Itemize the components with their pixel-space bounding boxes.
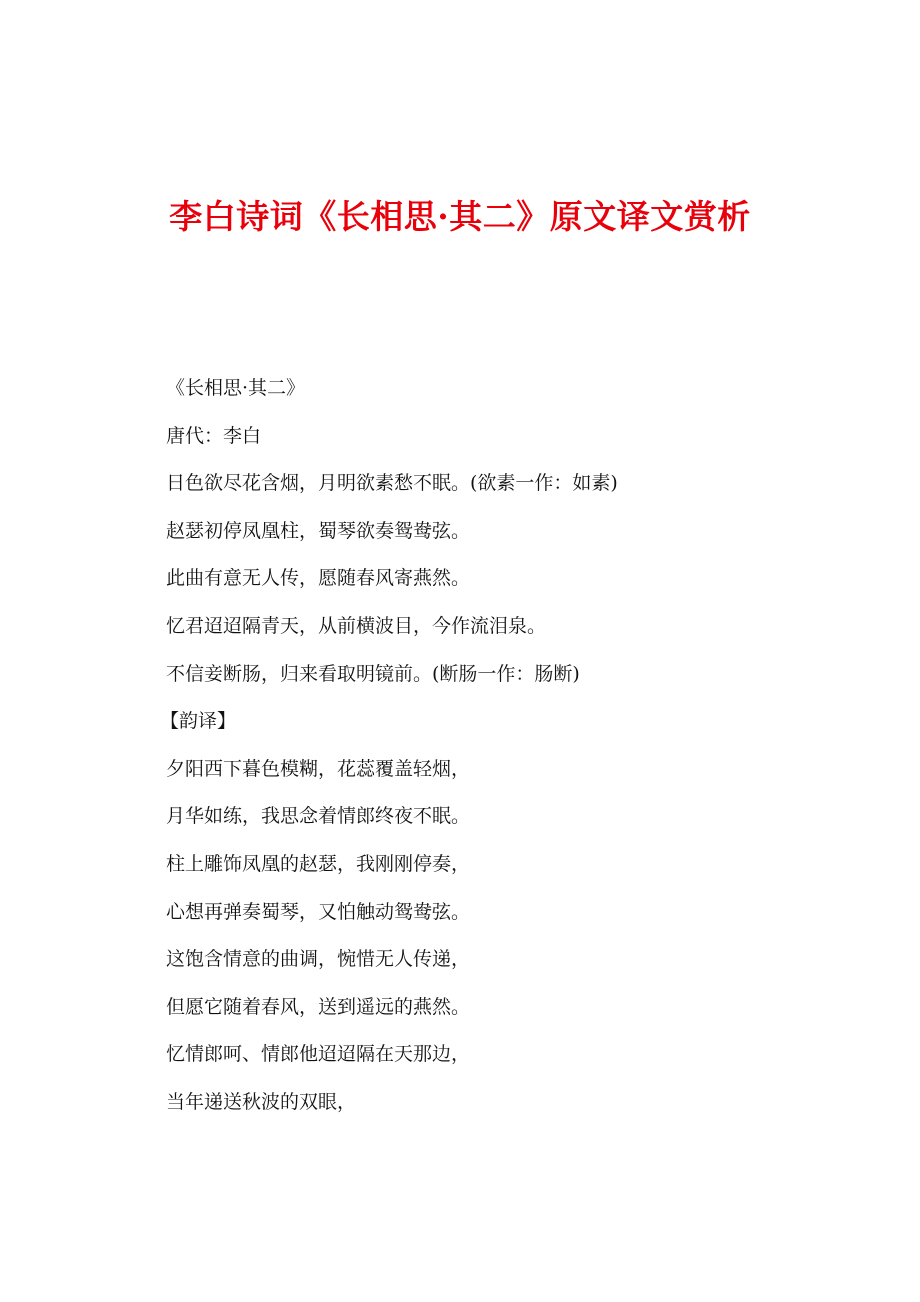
translation-line: 心想再弹奏蜀琴，又怕触动鸳鸯弦。	[166, 900, 471, 923]
translation-line: 夕阳西下暮色模糊，花蕊覆盖轻烟，	[166, 757, 471, 780]
section-heading-translation: 【韵译】	[160, 710, 237, 733]
translation-line: 但愿它随着春风，送到遥远的燕然。	[166, 995, 471, 1018]
poem-line: 日色欲尽花含烟，月明欲素愁不眠。(欲素一作：如素)	[166, 472, 618, 495]
translation-line: 这饱含情意的曲调，惋惜无人传递，	[166, 948, 471, 971]
poem-line: 此曲有意无人传，愿随春风寄燕然。	[166, 567, 471, 590]
translation-line: 柱上雕饰凤凰的赵瑟，我刚刚停奏，	[166, 852, 471, 875]
poem-line: 忆君迢迢隔青天，从前横波目，今作流泪泉。	[166, 614, 547, 637]
poem-line: 赵瑟初停凤凰柱，蜀琴欲奏鸳鸯弦。	[166, 519, 471, 542]
poem-author: 唐代：李白	[166, 424, 262, 447]
poem-line: 不信妾断肠，归来看取明镜前。(断肠一作：肠断)	[166, 662, 580, 685]
translation-line: 当年递送秋波的双眼，	[166, 1090, 357, 1113]
poem-title: 《长相思·其二》	[166, 377, 306, 399]
translation-line: 月华如练，我思念着情郎终夜不眠。	[166, 805, 471, 828]
translation-line: 忆情郎呵、情郎他迢迢隔在天那边，	[166, 1043, 471, 1066]
document-body	[160, 376, 786, 1138]
page-title: 李白诗词《长相思·其二》原文译文赏析	[169, 197, 751, 236]
